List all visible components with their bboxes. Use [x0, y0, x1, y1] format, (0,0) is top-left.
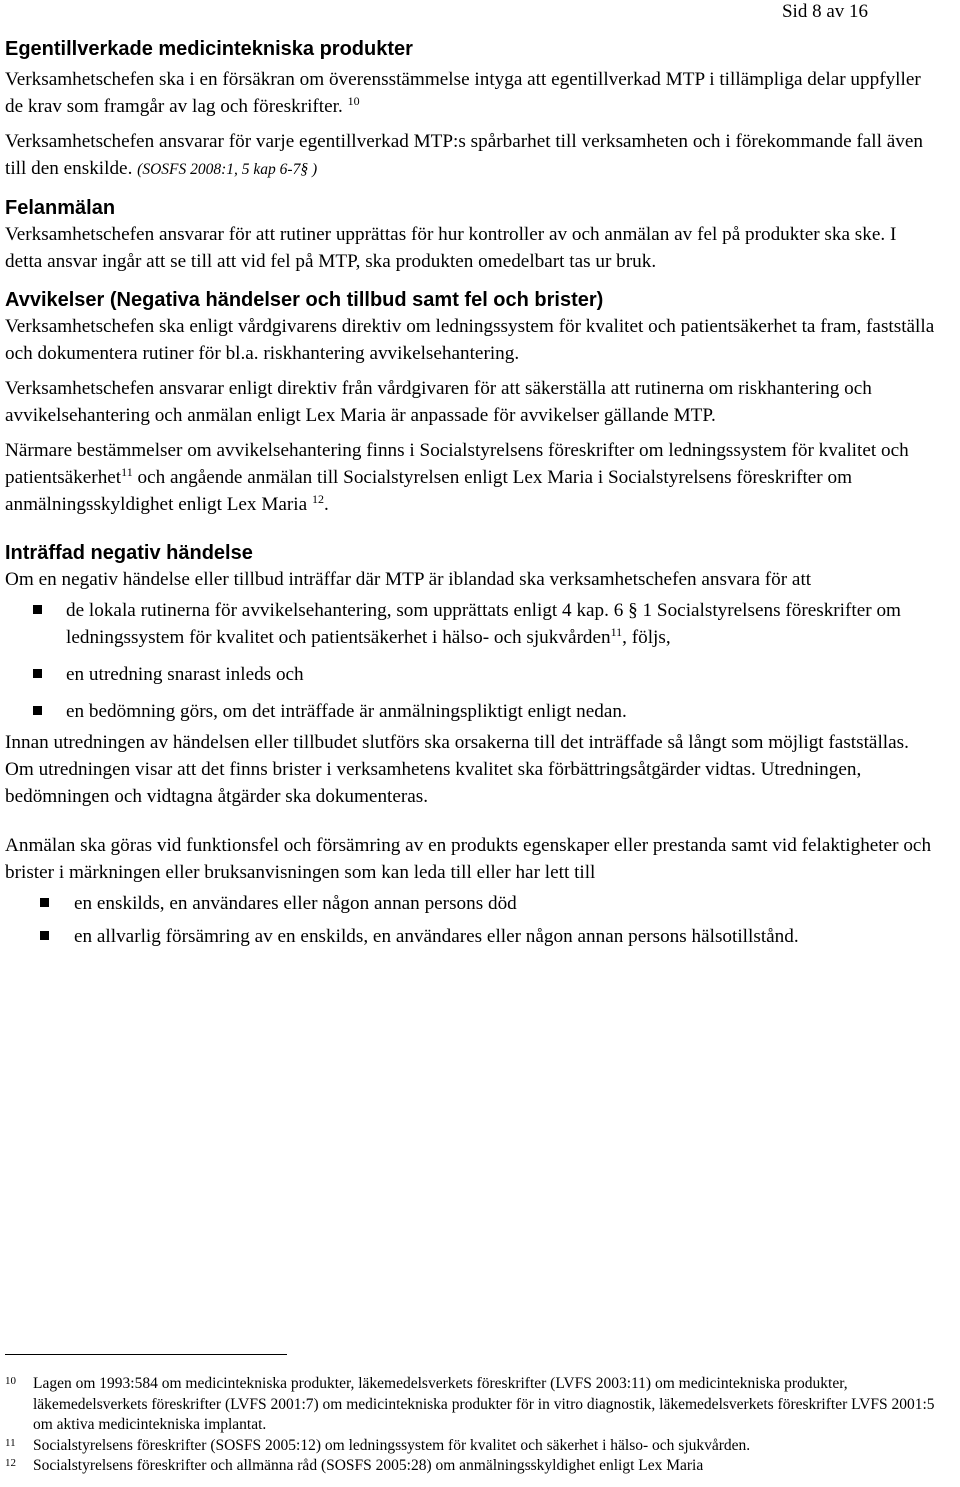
footnote-divider	[5, 1354, 287, 1355]
square-bullet-icon	[40, 898, 49, 907]
paragraph-ledningssystem: Verksamhetschefen ska enligt vårdgivarens direktiv om ledningssystem för kvalitet och patientsäkerhet ta fram, fastställa och dokumentera rutiner för bl.a. riskhantering avvikelsehantering.	[5, 316, 935, 364]
paragraph-intro: Om en negativ händelse eller tillbud inträffar där MTP är iblandad ska verksamhetschefen ansvara för att	[5, 569, 812, 590]
footnote	[5, 1374, 955, 1436]
list-item-text: en allvarlig försämring av en enskilds, en användares eller någon annan persons hälsotillstånd.	[74, 926, 799, 947]
list-item-text: , följs,	[622, 627, 671, 648]
footnote	[5, 1456, 955, 1477]
footnote	[5, 1436, 955, 1457]
square-bullet-icon	[33, 706, 42, 715]
footnote-text: Lagen om 1993:584 om medicintekniska produkter, läkemedelsverkets föreskrifter (LVFS 2003:11) om medicintekniska produkter, läkemedelsverkets föreskrifter (LVFS 2001:7) om medicintekniska produkter för in vitro diagnostik, läkemedelsverkets föreskrifter LVFS 2001:5 om aktiva medicintekniska implantat.	[33, 1375, 935, 1433]
heading-negativ-handelse: Inträffad negativ händelse	[5, 542, 253, 564]
list-item	[5, 890, 935, 917]
heading-avvikelser: Avvikelser (Negativa händelser och tillbud samt fel och brister)	[5, 289, 604, 311]
paragraph-direktiv: Verksamhetschefen ansvarar enligt direktiv från vårdgivaren för att säkerställa att rutinerna om riskhantering och avvikelsehantering och anmälan enligt Lex Maria är anpassade för avvikelser gällande MTP.	[5, 378, 872, 426]
citation: (SOSFS 2008:1, 5 kap 6-7§ )	[137, 161, 318, 178]
heading-felanmalan: Felanmälan	[5, 197, 116, 219]
paragraph-sparbarhet	[5, 128, 935, 183]
bullet-list	[5, 890, 935, 950]
footnote-ref: 11	[610, 624, 623, 639]
page-content	[5, 36, 935, 956]
list-item-text: en enskilds, en användares eller någon annan persons död	[74, 893, 517, 914]
paragraph-utredning: Innan utredningen av händelsen eller tillbudet slutförs ska orsakerna till det inträffade så långt som möjligt fastställas. Om utredningen visar att det finns brister i verksamhetens kvalitet ska förbättringsåtgärder vidtas. Utredningen, bedömningen och vidtagna åtgärder ska dokumenteras.	[5, 732, 909, 807]
square-bullet-icon	[33, 605, 42, 614]
footnote-ref: 11	[121, 464, 133, 479]
list-item-text: en utredning snarast inleds och	[66, 664, 304, 685]
paragraph-text: .	[323, 494, 329, 515]
paragraph-bestammelser	[5, 437, 935, 518]
paragraph-text: Närmare bestämmelser om avvikelsehantering finns i Socialstyrelsens föreskrifter om ledningssystem för kvalitet och patientsäkerhet	[5, 440, 909, 488]
heading-egentillverkade: Egentillverkade medicintekniska produkter	[5, 38, 413, 60]
paragraph-text: Verksamhetschefen ska i en försäkran om överensstämmelse intyga att egentillverkad MTP i tillämpliga delar uppfyller de krav som framgår av lag och föreskrifter.	[5, 69, 921, 117]
list-item	[5, 597, 935, 651]
footnote-number: 10	[5, 1375, 16, 1387]
paragraph-anmalan: Anmälan ska göras vid funktionsfel och försämring av en produkts egenskaper eller prestanda samt vid felaktigheter och brister i märkningen eller bruksanvisningen som kan leda till eller har lett till	[5, 835, 932, 883]
footnote-number: 11	[5, 1436, 16, 1449]
bullet-list	[5, 597, 935, 725]
list-item	[5, 923, 935, 950]
list-item	[5, 698, 935, 725]
list-item-text: de lokala rutinerna för avvikelsehantering, som upprättats enligt 4 kap. 6 § 1 Socialstyrelsens föreskrifter om ledningssystem för kvalitet och patientsäkerhet i hälso- och sjukvården	[66, 600, 901, 648]
footnote-number: 12	[5, 1457, 16, 1469]
footnotes	[5, 1374, 955, 1477]
paragraph-text: och angående anmälan till Socialstyrelsen enligt Lex Maria i Socialstyrelsens föreskrifter om anmälningsskyldighet enligt Lex Maria	[5, 467, 853, 515]
paragraph-felanmalan: Verksamhetschefen ansvarar för att rutiner upprättas för hur kontroller av och anmälan av fel på produkter ska ske. I detta ansvar ingår att se till att vid fel på MTP, ska produkten omedelbart tas ur bruk.	[5, 224, 897, 272]
footnote-ref: 10	[347, 93, 360, 108]
paragraph-forsakran	[5, 66, 935, 120]
list-item-text: en bedömning görs, om det inträffade är anmälningspliktigt enligt nedan.	[66, 701, 627, 722]
footnote-text: Socialstyrelsens föreskrifter och allmänna råd (SOSFS 2005:28) om anmälningsskyldighet enligt Lex Maria	[33, 1457, 704, 1474]
page-number: Sid 8 av 16	[781, 1, 868, 22]
list-item	[5, 661, 935, 688]
square-bullet-icon	[40, 931, 49, 940]
square-bullet-icon	[33, 669, 42, 678]
footnote-text: Socialstyrelsens föreskrifter (SOSFS 2005:12) om ledningssystem för kvalitet och säkerhet i hälso- och sjukvården.	[33, 1436, 751, 1454]
footnote-ref: 12	[311, 491, 324, 506]
paragraph-text: Verksamhetschefen ansvarar för varje egentillverkad MTP:s spårbarhet till verksamheten och i förekommande fall även till den enskilde.	[5, 131, 923, 179]
